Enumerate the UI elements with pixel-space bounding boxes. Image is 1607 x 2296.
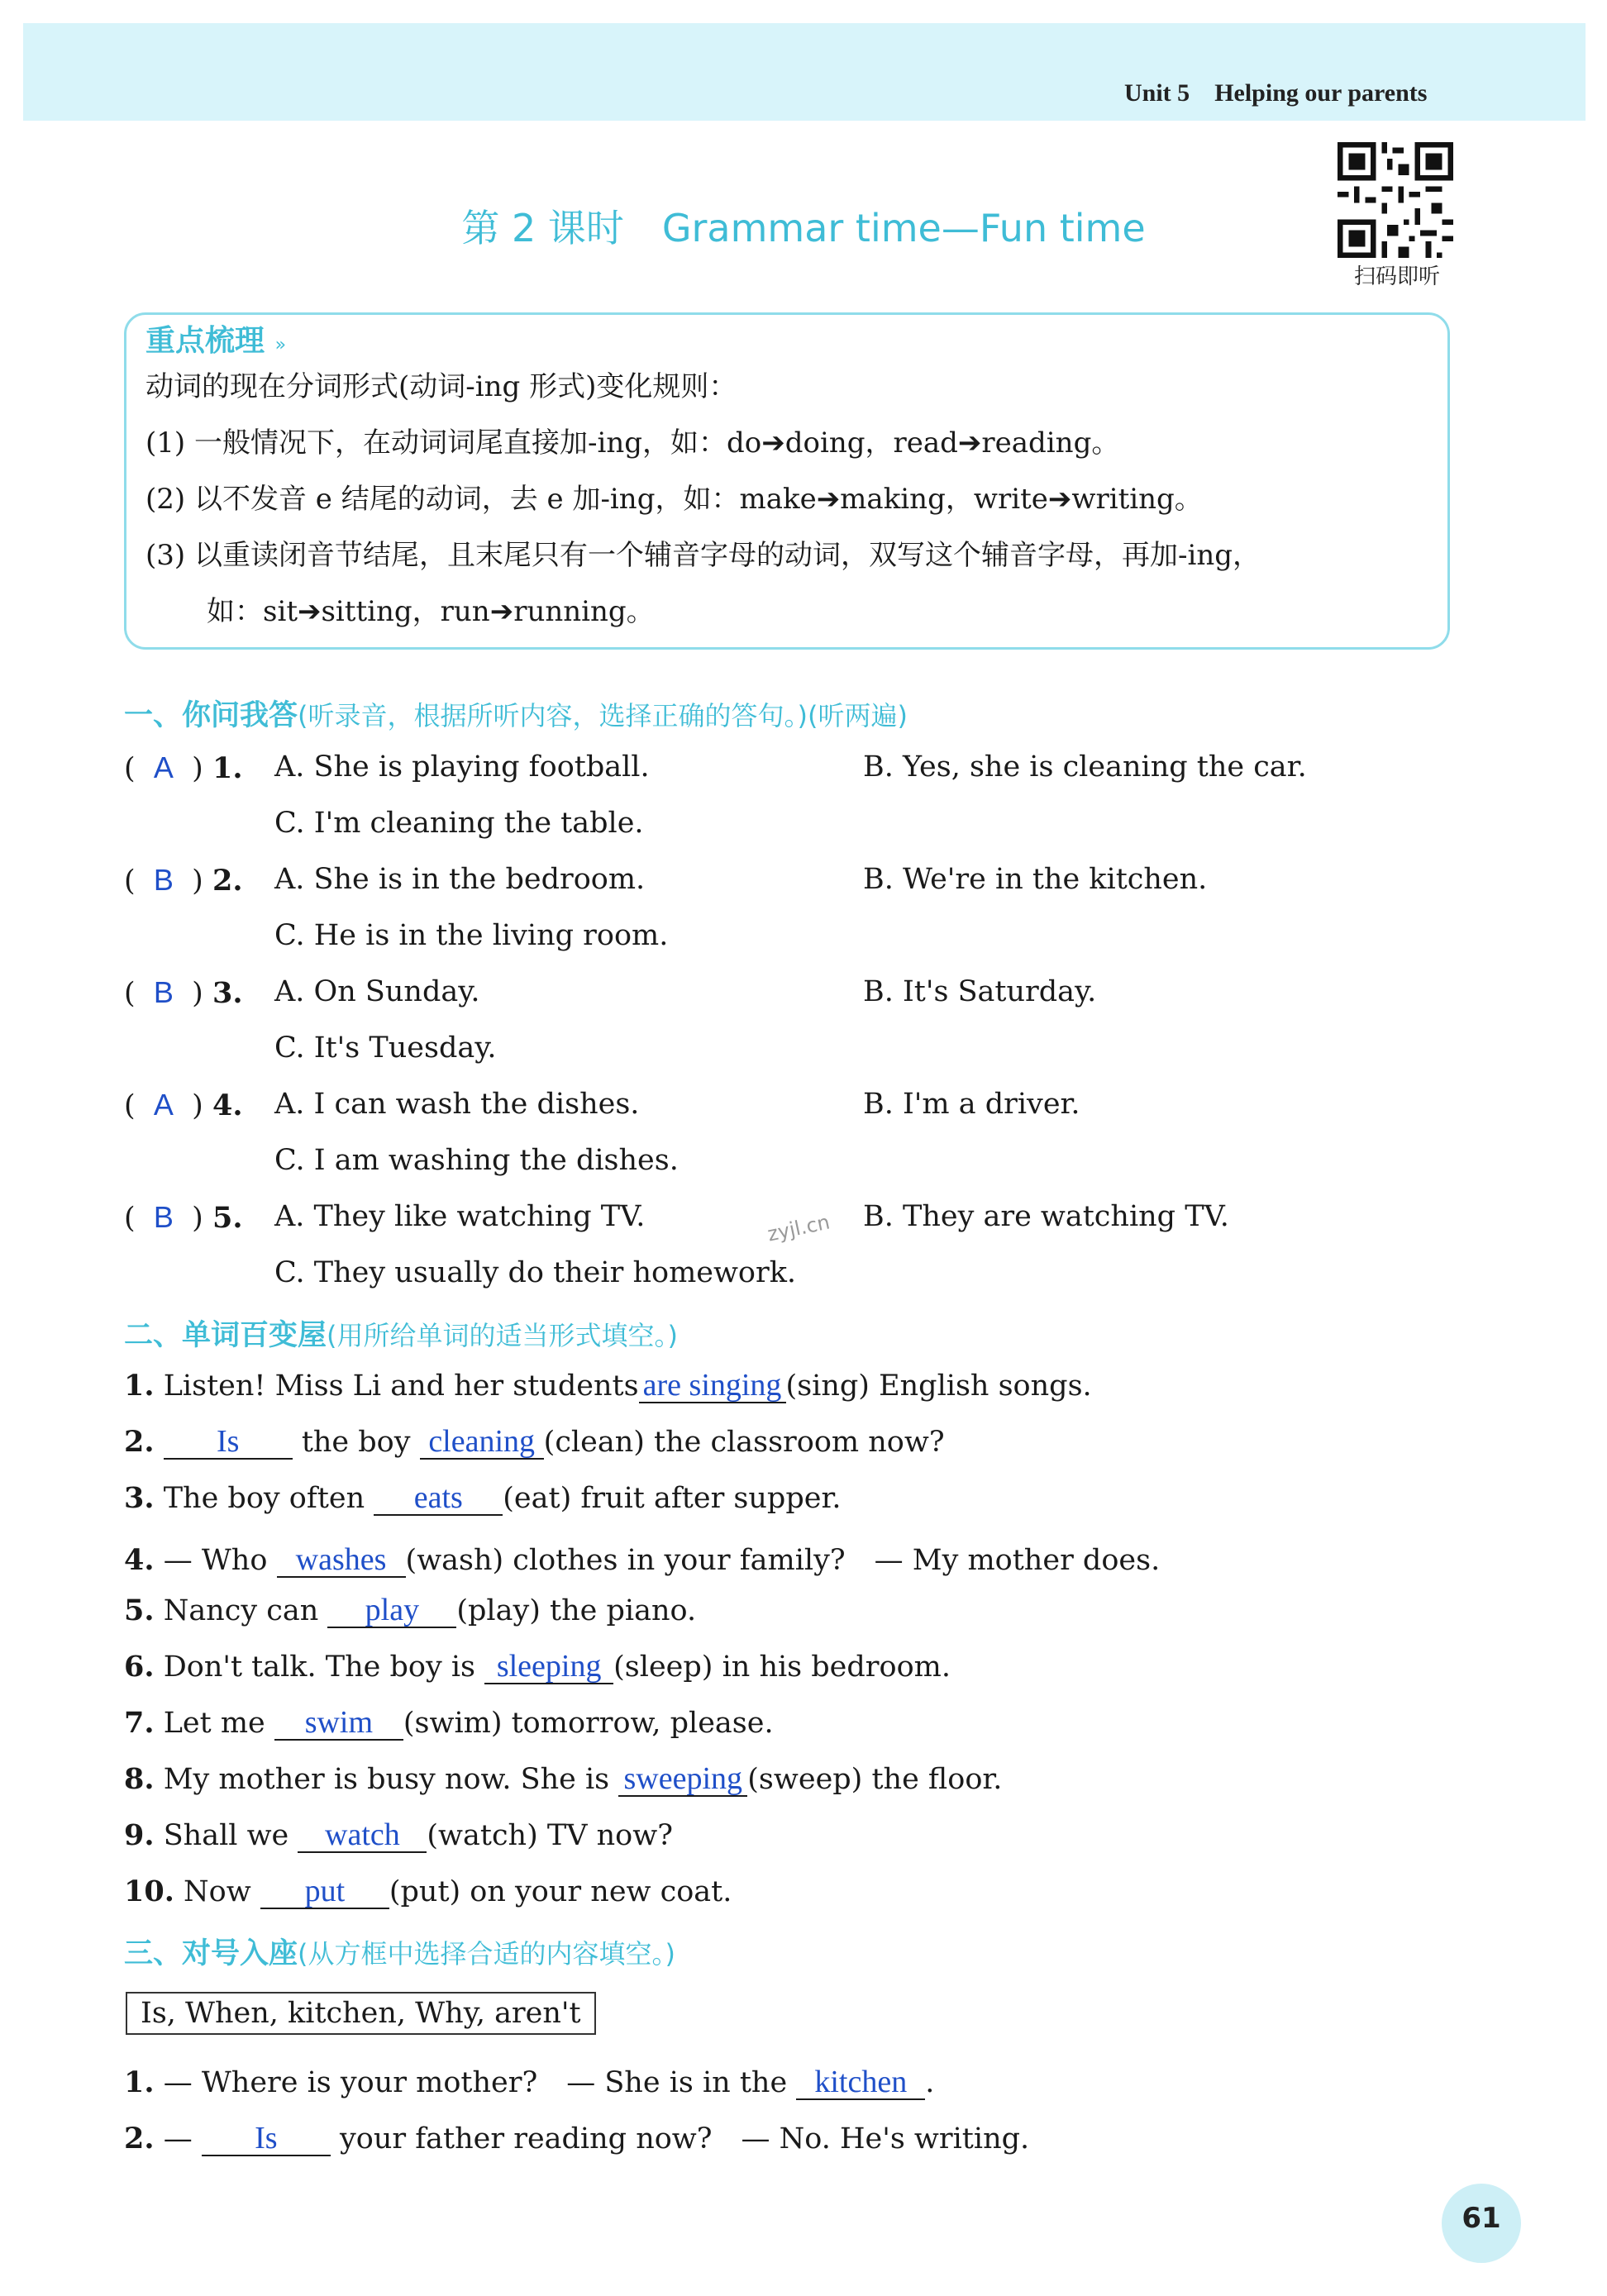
item-number: 9. — [124, 1818, 155, 1852]
question-5 — [124, 1200, 243, 1235]
fill-item-10 — [124, 1874, 732, 1909]
item-text: (put) on your new coat. — [389, 1875, 732, 1908]
item-text: (swim) tomorrow, please. — [403, 1707, 774, 1740]
question-number: 3. — [212, 976, 243, 1010]
item-text: Listen! Miss Li and her students — [163, 1370, 639, 1403]
question-number: 5. — [212, 1201, 243, 1235]
item-text: Now — [184, 1875, 251, 1908]
answer-blank[interactable]: eats — [374, 1481, 503, 1516]
option-a: A. On Sunday. — [274, 975, 480, 1008]
option-b: B. We're in the kitchen. — [863, 863, 1208, 896]
section2-note: (用所给单词的适当形式填空。) — [327, 1320, 678, 1351]
answer-choice[interactable]: A — [153, 750, 174, 784]
answer-paren: ( — [124, 752, 154, 785]
fill-item-8 — [124, 1762, 1002, 1797]
answer-paren: ( — [124, 977, 154, 1010]
item-text: (sleep) in his bedroom. — [613, 1651, 951, 1684]
option-b: B. They are watching TV. — [863, 1200, 1229, 1233]
section2-title — [124, 1312, 678, 1354]
item-number: 10. — [124, 1874, 174, 1908]
item-text: (wash) clothes in your family? — My mother does. — [405, 1544, 1161, 1577]
option-a: A. She is in the bedroom. — [274, 863, 646, 896]
item-text: My mother is busy now. She is — [163, 1763, 610, 1796]
keypoint-line: 如：sit➔sitting，run➔running。 — [207, 595, 655, 628]
item-text: — Where is your mother? — She is in the — [163, 2066, 788, 2099]
fill-item-2 — [124, 1425, 945, 1460]
item-text: (sweep) the floor. — [747, 1763, 1003, 1796]
item-number: 2. — [124, 1425, 155, 1459]
fill-item-4 — [124, 1537, 1160, 1579]
option-c: C. I'm cleaning the table. — [274, 807, 644, 840]
item-text: Nancy can — [163, 1594, 319, 1627]
question-number: 4. — [212, 1088, 243, 1122]
qr-code-icon[interactable] — [1338, 142, 1453, 258]
question-number: 1. — [212, 751, 243, 785]
answer-paren: ) — [173, 752, 203, 785]
fill-item-7 — [124, 1706, 774, 1741]
item-text: (sing) English songs. — [785, 1370, 1092, 1403]
answer-blank[interactable]: Is — [164, 1425, 293, 1460]
answer-blank[interactable]: Is — [202, 2122, 331, 2156]
item-text: the boy — [301, 1426, 411, 1459]
answer-blank[interactable]: sleeping — [484, 1650, 613, 1684]
section1-title-text: 一、你问我答 — [124, 699, 298, 732]
answer-choice[interactable]: B — [153, 1200, 174, 1234]
question-1 — [124, 750, 243, 785]
section2-title-text: 二、单词百变屋 — [124, 1319, 327, 1352]
option-c: C. It's Tuesday. — [274, 1031, 497, 1065]
answer-blank[interactable]: are singing — [639, 1369, 786, 1403]
section3-title — [124, 1931, 675, 1972]
item-text: — Who — [163, 1544, 268, 1577]
item-text: (clean) the classroom now? — [543, 1426, 945, 1459]
double-chevron-icon: » — [274, 335, 287, 355]
keypoint-title — [145, 317, 286, 360]
item-number: 1. — [124, 1369, 155, 1403]
item-text: Let me — [163, 1707, 265, 1740]
item-text: Shall we — [163, 1819, 289, 1852]
option-a: A. They like watching TV. — [274, 1200, 646, 1233]
answer-paren: ( — [124, 1089, 154, 1122]
unit-title — [1124, 79, 1427, 107]
answer-choice[interactable]: B — [153, 863, 174, 897]
item-text: Don't talk. The boy is — [163, 1651, 476, 1684]
answer-paren: ( — [124, 865, 154, 898]
question-3 — [124, 975, 243, 1010]
answer-paren: ) — [173, 1202, 203, 1235]
fill-item-1 — [124, 1369, 1092, 1403]
option-a: A. She is playing football. — [274, 750, 650, 784]
unit-label: Unit 5 — [1124, 79, 1190, 107]
fill-item-9 — [124, 1818, 673, 1853]
option-c: C. They usually do their homework. — [274, 1256, 797, 1289]
item-number: 7. — [124, 1706, 155, 1740]
answer-blank[interactable]: swim — [274, 1706, 403, 1741]
answer-blank[interactable]: put — [260, 1874, 389, 1909]
answer-paren: ) — [173, 977, 203, 1010]
match-item-1 — [124, 2060, 934, 2101]
option-c: C. He is in the living room. — [274, 919, 669, 952]
question-2 — [124, 863, 243, 898]
item-text: . — [925, 2066, 935, 2099]
fill-item-6 — [124, 1650, 951, 1684]
answer-choice[interactable]: B — [153, 975, 174, 1009]
lesson-title: 第 2 课时 Grammar time—Fun time — [461, 206, 1146, 250]
item-number: 2. — [124, 2122, 155, 2155]
item-text: The boy often — [163, 1482, 365, 1515]
item-number: 5. — [124, 1593, 155, 1627]
option-a: A. I can wash the dishes. — [274, 1088, 640, 1121]
answer-blank[interactable]: play — [327, 1593, 456, 1628]
option-c: C. I am washing the dishes. — [274, 1144, 679, 1177]
item-number: 1. — [124, 2065, 155, 2099]
fill-item-5 — [124, 1593, 696, 1628]
keypoint-line: (1) 一般情况下，在动词词尾直接加-ing，如：do➔doing，read➔reading。 — [145, 426, 1120, 460]
answer-paren: ) — [173, 865, 203, 898]
answer-blank[interactable]: cleaning — [420, 1425, 544, 1460]
answer-paren: ( — [124, 1202, 154, 1235]
section1-title — [124, 693, 908, 734]
answer-blank[interactable]: watch — [298, 1818, 427, 1853]
section3-title-text: 三、对号入座 — [124, 1937, 298, 1970]
section3-note: (从方框中选择合适的内容填空。) — [298, 1938, 675, 1970]
option-b: B. I'm a driver. — [863, 1088, 1080, 1121]
option-b: B. Yes, she is cleaning the car. — [863, 750, 1307, 784]
item-text: (eat) fruit after supper. — [503, 1482, 842, 1515]
page-number: 61 — [1462, 2202, 1501, 2235]
unit-name: Helping our parents — [1214, 79, 1428, 107]
answer-blank[interactable]: sweeping — [618, 1762, 747, 1797]
qr-label: 扫码即听 — [1353, 264, 1440, 289]
keypoint-line: (3) 以重读闭音节结尾，且末尾只有一个辅音字母的动词，双写这个辅音字母，再加-ing， — [145, 539, 1261, 572]
answer-blank[interactable]: kitchen — [796, 2065, 925, 2100]
item-text: — — [163, 2122, 193, 2155]
item-number: 4. — [124, 1543, 155, 1577]
item-number: 6. — [124, 1650, 155, 1684]
question-4 — [124, 1088, 243, 1122]
keypoint-line: 动词的现在分词形式(动词-ing 形式)变化规则： — [145, 370, 737, 403]
question-number: 2. — [212, 864, 243, 898]
item-text: your father reading now? — No. He's writing. — [339, 2122, 1030, 2155]
answer-choice[interactable]: A — [153, 1088, 174, 1122]
answer-paren: ) — [173, 1089, 203, 1122]
option-b: B. It's Saturday. — [863, 975, 1097, 1008]
item-number: 8. — [124, 1762, 155, 1796]
keypoint-line: (2) 以不发音 e 结尾的动词，去 e 加-ing，如：make➔making，write➔writing。 — [145, 483, 1203, 516]
item-text: (watch) TV now? — [427, 1819, 673, 1852]
fill-item-3 — [124, 1481, 841, 1516]
answer-blank[interactable]: washes — [277, 1543, 406, 1578]
item-text: (play) the piano. — [456, 1594, 697, 1627]
match-item-2 — [124, 2116, 1029, 2157]
watermark: zyjl.cn — [765, 1210, 832, 1246]
keypoint-title-text: 重点梳理 — [145, 324, 265, 358]
item-number: 3. — [124, 1481, 155, 1515]
word-box: Is, When, kitchen, Why, aren't — [126, 1992, 596, 2035]
section1-note: (听录音，根据所听内容，选择正确的答句。)(听两遍) — [298, 700, 908, 731]
